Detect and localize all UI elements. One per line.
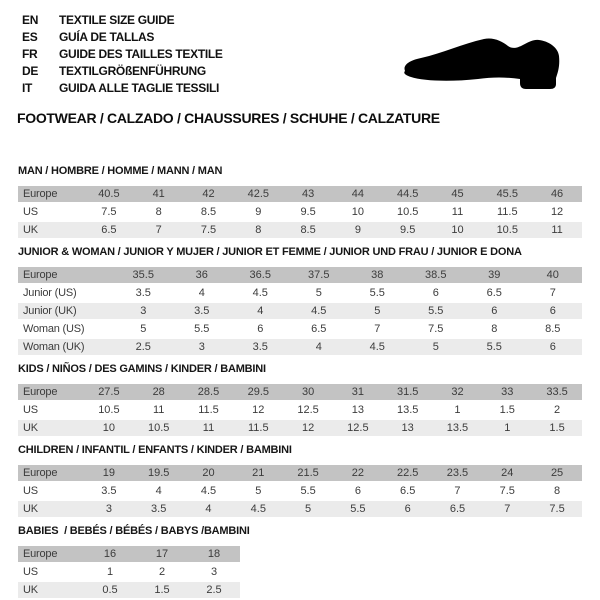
size-value: 7.5 — [549, 503, 565, 515]
size-value: 40 — [546, 269, 559, 281]
size-value: 10.5 — [496, 224, 518, 236]
table-title: JUNIOR & WOMAN / JUNIOR Y MUJER / JUNIOR ET FEMME / JUNIOR UND FRAU / JUNIOR E DONA — [18, 246, 522, 258]
language-code: DE — [22, 63, 39, 78]
size-value: 42.5 — [247, 188, 269, 200]
table-row — [18, 501, 582, 517]
language-label: GUÍA DE TALLAS — [59, 29, 155, 44]
size-table-block — [18, 444, 582, 517]
size-value: 7 — [155, 224, 162, 236]
size-value: 25 — [550, 467, 564, 479]
row-label: UK — [23, 503, 38, 515]
size-value: 21 — [252, 467, 265, 479]
size-value: 1 — [106, 566, 114, 578]
size-value: 4.5 — [250, 503, 266, 515]
size-value: 29.5 — [247, 386, 269, 398]
size-value: 3 — [140, 305, 147, 317]
size-value: 11 — [451, 206, 464, 218]
size-value: 5 — [315, 287, 322, 299]
size-value: 4 — [205, 503, 212, 515]
size-value: 1.5 — [499, 404, 515, 416]
size-value: 6 — [549, 305, 556, 317]
size-value: 5.5 — [486, 341, 502, 353]
row-label: UK — [23, 224, 38, 236]
row-label: Woman (UK) — [23, 341, 85, 353]
table-row — [18, 186, 582, 202]
size-value: 42 — [202, 188, 215, 200]
size-value: 1 — [504, 422, 511, 434]
size-value: 11.5 — [496, 206, 518, 218]
size-value: 11.5 — [247, 422, 269, 434]
row-label: Junior (US) — [23, 287, 77, 299]
size-table-block — [18, 246, 582, 355]
size-value: 31.5 — [396, 386, 419, 398]
size-value: 18 — [207, 548, 221, 560]
size-value: 32 — [451, 386, 464, 398]
size-value: 5.5 — [350, 503, 366, 515]
table-row — [18, 321, 582, 337]
size-value: 6 — [549, 341, 556, 353]
row-label: Europe — [23, 548, 58, 560]
size-value: 40.5 — [98, 188, 120, 200]
size-value: 12 — [301, 422, 315, 434]
language-code: ES — [22, 29, 38, 44]
size-value: 1.5 — [154, 584, 170, 596]
size-value: 17 — [155, 548, 169, 560]
table-row — [18, 384, 582, 400]
size-value: 5 — [374, 305, 381, 317]
size-value: 39 — [488, 269, 501, 281]
size-value: 8 — [491, 323, 498, 335]
size-value: 3 — [105, 503, 112, 515]
size-value: 45.5 — [496, 188, 518, 200]
size-value: 21.5 — [297, 467, 319, 479]
size-value: 5.5 — [194, 323, 210, 335]
size-value: 4.5 — [311, 305, 327, 317]
size-value: 4.5 — [200, 485, 217, 497]
size-value: 6.5 — [101, 224, 117, 236]
language-label: GUIDE DES TAILLES TEXTILE — [59, 46, 223, 61]
table-row — [18, 582, 240, 598]
size-value: 44.5 — [396, 188, 419, 200]
size-value: 7.5 — [101, 206, 117, 218]
size-value: 3.5 — [135, 287, 151, 299]
size-value: 4 — [198, 287, 205, 299]
size-value: 10.5 — [147, 422, 170, 434]
size-value: 13 — [401, 422, 414, 434]
size-value: 31 — [351, 386, 364, 398]
size-value: 8 — [255, 224, 262, 236]
table-row — [18, 222, 582, 238]
size-value: 10.5 — [396, 206, 419, 218]
size-value: 2 — [554, 404, 561, 416]
size-value: 20 — [202, 467, 215, 479]
shoe-silhouette-path — [404, 38, 559, 89]
size-table-block — [18, 363, 582, 436]
table-row — [18, 483, 582, 499]
row-label: UK — [23, 422, 38, 434]
size-tables — [18, 165, 582, 600]
size-value: 5 — [305, 503, 312, 515]
row-label: Europe — [23, 386, 58, 398]
size-value: 4.5 — [252, 287, 268, 299]
row-label: Europe — [23, 467, 58, 479]
language-code: FR — [22, 46, 38, 61]
table-row — [18, 267, 582, 283]
size-value: 33.5 — [546, 386, 568, 398]
size-value: 0.5 — [102, 584, 118, 596]
table-row — [18, 465, 582, 481]
size-value: 1 — [454, 404, 461, 416]
size-value: 35.5 — [132, 269, 154, 281]
table-row — [18, 339, 582, 355]
size-value: 10 — [351, 206, 364, 218]
size-table-block — [18, 165, 582, 238]
language-row — [22, 28, 223, 45]
language-row — [22, 11, 223, 28]
size-table-block — [18, 525, 582, 598]
size-value: 36 — [195, 269, 208, 281]
size-value: 8 — [155, 206, 162, 218]
table-row — [18, 546, 240, 562]
language-code: IT — [22, 80, 33, 95]
shoe-icon — [396, 30, 576, 108]
size-value: 46 — [550, 188, 564, 200]
size-value: 7 — [454, 485, 461, 497]
table-row — [18, 402, 582, 418]
size-value: 5.5 — [369, 287, 385, 299]
size-value: 9.5 — [300, 206, 316, 218]
size-value: 12.5 — [297, 404, 319, 416]
size-value: 3.5 — [101, 485, 117, 497]
size-value: 4 — [257, 305, 264, 317]
size-value: 11 — [551, 224, 563, 236]
size-value: 4.5 — [369, 341, 385, 353]
size-value: 7.5 — [428, 323, 444, 335]
size-value: 6 — [404, 503, 411, 515]
row-label: US — [23, 404, 38, 416]
row-label: US — [23, 566, 38, 578]
size-value: 16 — [103, 548, 117, 560]
size-value: 9 — [255, 206, 262, 218]
table-title: BABIES / BEBÉS / BÉBÉS / BABYS /BAMBINI — [18, 525, 250, 537]
size-value: 10 — [102, 422, 116, 434]
size-value: 6.5 — [400, 485, 416, 497]
size-value: 4 — [155, 485, 162, 497]
row-label: Europe — [23, 269, 58, 281]
language-row — [22, 62, 223, 79]
size-value: 2.5 — [206, 584, 222, 596]
size-value: 7 — [504, 503, 511, 515]
language-row — [22, 79, 223, 96]
size-value: 3 — [198, 341, 205, 353]
size-value: 38.5 — [425, 269, 447, 281]
size-value: 3.5 — [194, 305, 210, 317]
size-value: 5 — [432, 341, 439, 353]
size-value: 6 — [491, 305, 498, 317]
language-row — [22, 45, 223, 62]
size-value: 1.5 — [549, 422, 565, 434]
table-title: MAN / HOMBRE / HOMME / MANN / MAN — [18, 165, 223, 177]
table-row — [18, 564, 240, 580]
size-value: 7.5 — [499, 485, 515, 497]
size-value: 38 — [371, 269, 384, 281]
row-label: US — [23, 206, 38, 218]
table-row — [18, 204, 582, 220]
size-table — [18, 267, 582, 355]
language-label: TEXTILE SIZE GUIDE — [59, 12, 175, 27]
size-value: 22 — [351, 467, 364, 479]
size-value: 10.5 — [98, 404, 120, 416]
size-value: 3.5 — [252, 341, 268, 353]
size-value: 12.5 — [347, 422, 369, 434]
size-value: 5.5 — [300, 485, 316, 497]
size-value: 12 — [550, 206, 564, 218]
size-value: 13.5 — [396, 404, 419, 416]
category-heading: FOOTWEAR / CALZADO / CHAUSSURES / SCHUHE / CALZATURE — [17, 110, 440, 126]
size-value: 6 — [432, 287, 439, 299]
row-label: UK — [23, 584, 38, 596]
size-value: 8.5 — [200, 206, 217, 218]
size-value: 6.5 — [311, 323, 327, 335]
size-value: 2 — [158, 566, 166, 578]
row-label: Woman (US) — [23, 323, 85, 335]
size-value: 6 — [257, 323, 264, 335]
size-value: 7.5 — [200, 224, 217, 236]
table-row — [18, 303, 582, 319]
table-row — [18, 420, 582, 436]
row-label: Junior (UK) — [23, 305, 77, 317]
row-label: US — [23, 485, 38, 497]
size-value: 41 — [152, 188, 165, 200]
size-value: 8 — [554, 485, 561, 497]
size-value: 5.5 — [428, 305, 444, 317]
size-value: 37.5 — [308, 269, 330, 281]
size-value: 5 — [255, 485, 262, 497]
size-value: 28.5 — [197, 386, 220, 398]
size-value: 11 — [202, 422, 215, 434]
size-value: 9 — [354, 224, 361, 236]
size-value: 4 — [315, 341, 322, 353]
language-label: GUIDA ALLE TAGLIE TESSILI — [59, 80, 220, 95]
size-value: 24 — [501, 467, 514, 479]
size-value: 8.5 — [300, 224, 316, 236]
size-value: 7 — [374, 323, 381, 335]
size-table — [18, 384, 582, 436]
size-value: 22.5 — [396, 467, 419, 479]
size-value: 28 — [152, 386, 165, 398]
size-value: 43 — [301, 188, 315, 200]
table-row — [18, 285, 582, 301]
size-value: 6.5 — [486, 287, 502, 299]
language-code: EN — [22, 12, 39, 27]
size-value: 6.5 — [449, 503, 466, 515]
size-value: 27.5 — [98, 386, 120, 398]
size-value: 3 — [210, 566, 218, 578]
size-table — [18, 186, 582, 238]
size-table — [18, 546, 240, 598]
size-value: 36.5 — [249, 269, 271, 281]
size-value: 9.5 — [400, 224, 416, 236]
language-label: TEXTILGRÖßENFÜHRUNG — [59, 63, 206, 78]
size-value: 7 — [549, 287, 556, 299]
size-value: 13.5 — [446, 422, 469, 434]
size-value: 11 — [152, 404, 165, 416]
size-value: 19.5 — [147, 467, 170, 479]
table-title: KIDS / NIÑOS / DES GAMINS / KINDER / BAMBINI — [18, 363, 266, 375]
table-title: CHILDREN / INFANTIL / ENFANTS / KINDER / BAMBINI — [18, 444, 292, 456]
size-value: 11.5 — [198, 404, 219, 416]
size-value: 44 — [351, 188, 364, 200]
size-value: 45 — [451, 188, 464, 200]
size-value: 13 — [351, 404, 364, 416]
size-value: 23.5 — [446, 467, 469, 479]
size-value: 8.5 — [545, 323, 561, 335]
size-value: 10 — [451, 224, 464, 236]
size-value: 30 — [301, 386, 315, 398]
language-legend — [22, 11, 223, 96]
size-value: 3.5 — [151, 503, 167, 515]
size-value: 19 — [102, 467, 116, 479]
size-value: 12 — [252, 404, 265, 416]
size-value: 33 — [501, 386, 514, 398]
size-value: 6 — [354, 485, 361, 497]
size-table — [18, 465, 582, 517]
row-label: Europe — [23, 188, 58, 200]
size-value: 5 — [140, 323, 147, 335]
size-value: 2.5 — [135, 341, 151, 353]
